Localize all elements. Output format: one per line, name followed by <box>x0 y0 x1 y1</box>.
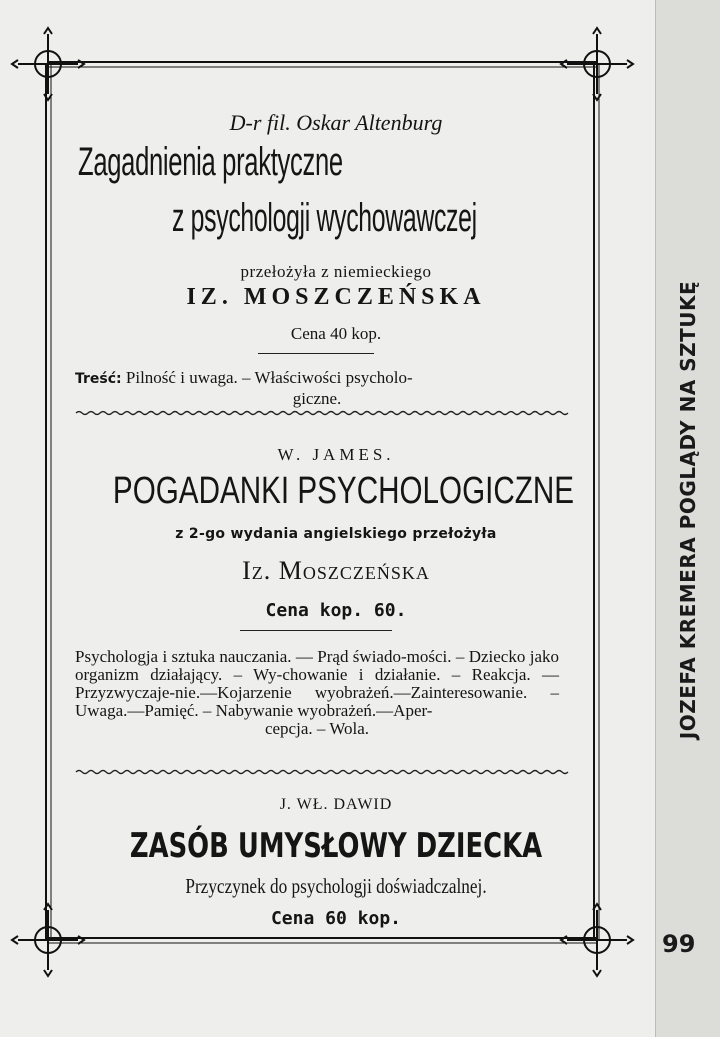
book2-author: W. JAMES. <box>277 445 395 464</box>
wavy-divider <box>76 771 568 774</box>
book2-title: POGADANKI PSYCHOLOGICZNE <box>112 470 575 512</box>
book2-price: Cena kop. 60. <box>265 600 407 621</box>
book1-title-line2: z psychologji wychowawczej <box>172 196 477 240</box>
book1-contents-label: Treść: <box>75 371 122 387</box>
book1-contents-text: Pilność i uwaga. – Właściwości psycholo- <box>125 368 413 387</box>
book3-price: Cena 60 kop. <box>270 908 402 929</box>
book3-author: J. WŁ. DAWID <box>279 796 393 813</box>
book1-translated-note: przełożyła z niemieckiego <box>240 262 432 281</box>
book1-contents <box>75 368 559 409</box>
book3-title: ZASÓB UMYSŁOWY DZIECKA <box>129 826 543 866</box>
book2-translated-note: z 2-go wydania angielskiego przełożyła <box>175 526 497 542</box>
spine-title: JOZEFA KREMERA POGLĄDY NA SZTUKĘ <box>676 280 700 740</box>
spine-page-number: 99 <box>662 930 696 958</box>
corner-ornament-icon <box>561 28 633 100</box>
short-rule <box>240 630 392 631</box>
book1-translator: IZ. MOSZCZEŃSKA <box>186 284 486 310</box>
book2-contents-text: Psychologja i sztuka nauczania. — Prąd świado-mości. – Dziecko jako organizm działający. – Wy-chowanie i działanie. – Reakcja. — Przyzwyczaje-nie.—Kojarzenie wyobrażeń.—Zainteresowanie. – Uwaga.—Pamięć. – Nabywanie wyobrażeń.—Aper- <box>75 647 559 720</box>
book1-price: Cena 40 kop. <box>290 324 382 343</box>
wavy-divider <box>76 412 568 415</box>
book1-author: D-r fil. Oskar Altenburg <box>229 110 443 135</box>
short-rule <box>258 353 374 354</box>
book2-contents <box>75 648 559 738</box>
book1-contents-tail: giczne. <box>292 389 342 408</box>
book1-title-line1: Zagadnienia praktyczne <box>78 140 343 184</box>
corner-ornament-icon <box>12 28 84 100</box>
book2-contents-tail: cepcja. – Wola. <box>264 719 370 738</box>
book3-subtitle: Przyczynek do psychologji doświadczalnej. <box>185 874 487 898</box>
book2-translator: Iz. Moszczeńska <box>242 556 430 585</box>
